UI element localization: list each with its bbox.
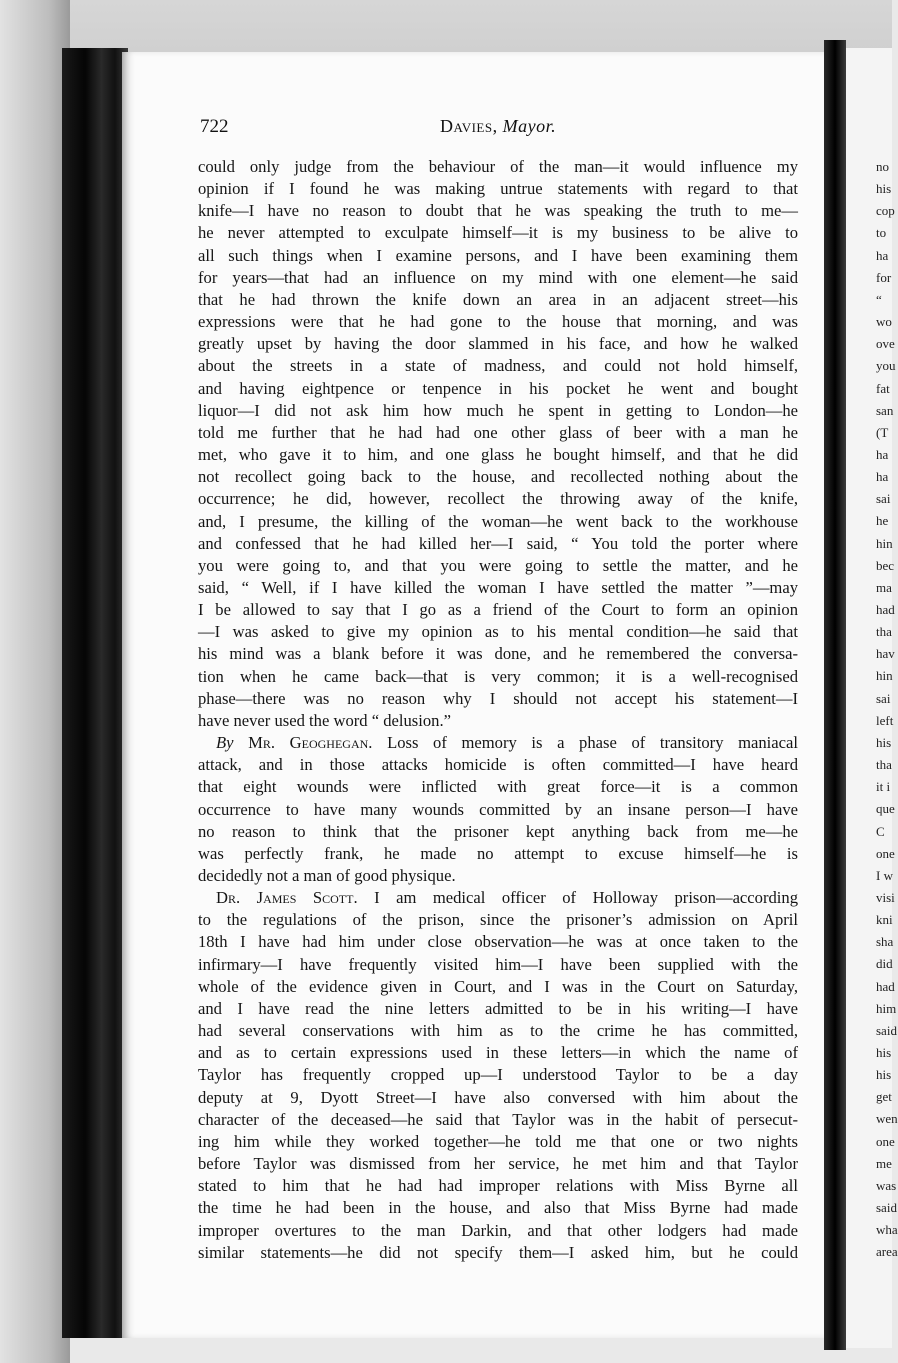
facing-page-fragment: said xyxy=(876,1200,897,1216)
running-head xyxy=(440,116,556,137)
paragraph-opening-line xyxy=(198,887,798,909)
text-line: for years—that had an influence on my mind with one element—he said xyxy=(198,267,798,287)
text-line: deputy at 9, Dyott Street—I have also conversed with him about the xyxy=(198,1087,798,1107)
facing-page-fragment: cop xyxy=(876,203,895,219)
text-line: 18th I have had him under close observation—he was at once taken to the xyxy=(198,932,798,952)
facing-page-fragment: bec xyxy=(876,557,895,573)
facing-page-fragment: sha xyxy=(876,934,894,950)
facing-page-fragment: I w xyxy=(876,867,893,883)
facing-page-fragment: wen xyxy=(876,1111,898,1127)
facing-page-fragment: his xyxy=(876,1045,892,1060)
text-line: greatly upset by having the door slammed in his face, and how he walked xyxy=(198,334,798,354)
facing-page-fragment: had xyxy=(876,978,895,994)
text-line: occurrence to have many wounds committed by an insane person—I have xyxy=(198,799,798,819)
facing-page-fragment: no xyxy=(876,159,889,174)
facing-page-fragment: one xyxy=(876,1133,895,1149)
facing-page-fragment: his xyxy=(876,734,892,750)
text-line: had several conservations with him as to the crime he has committed, xyxy=(198,1021,798,1041)
text-line: I be allowed to say that I go as a friend of the Court to form an opinion xyxy=(198,600,798,620)
page-body xyxy=(198,156,798,1264)
facing-page-fragment: did xyxy=(876,956,893,972)
text-line: and having eightpence or tenpence in his pocket he went and bought xyxy=(198,378,798,398)
text-line: expressions were that he had gone to the house that morning, and was xyxy=(198,312,798,332)
text-line: occurrence; he did, however, recollect the throwing away of the knife, xyxy=(198,489,798,509)
text-line: opinion if I found he was making untrue statements with regard to that xyxy=(198,179,798,199)
facing-page-fragment: sai xyxy=(876,491,891,507)
facing-page-fragment: was xyxy=(876,1177,897,1193)
speaker-name: Dr. James Scott. xyxy=(216,888,358,908)
text-line: infirmary—I have frequently visited him—I have been supplied with the xyxy=(198,954,798,974)
text-line: liquor—I did not ask him how much he spent in getting to London—he xyxy=(198,400,798,420)
facing-page-fragment: ove xyxy=(876,336,895,352)
text-line: his mind was a blank before it was done, and he remembered the conversa- xyxy=(198,644,798,664)
text-line: could only judge from the behaviour of the man—it would influence my xyxy=(198,157,798,176)
facing-page-fragment: hin xyxy=(876,535,893,551)
text-line: about the streets in a state of madness, and could not hold himself, xyxy=(198,356,798,376)
text-line: that eight wounds were inflicted with great force—it is a common xyxy=(198,777,798,797)
running-head-title: Mayor. xyxy=(502,116,557,136)
scan-background-top xyxy=(0,0,892,60)
text-line: not recollect going back to the house, and recollected nothing about the xyxy=(198,467,798,487)
facing-page-fragment: (T xyxy=(876,424,889,440)
text-line: you were going to, and that you were going to settle the matter, and he xyxy=(198,555,798,575)
facing-page-fragment: ha xyxy=(876,446,889,462)
facing-page-fragment: kni xyxy=(876,912,893,928)
facing-page-fragment: him xyxy=(876,1000,897,1016)
facing-page-fragment: left xyxy=(876,712,894,728)
text-line: attack, and in those attacks homicide is often committed—I have heard xyxy=(198,755,798,775)
text-line: the time he had been in the house, and also that Miss Byrne had made xyxy=(198,1198,798,1218)
text-line: all such things when I examine persons, and I have been examining them xyxy=(198,245,798,265)
text-line: that he had thrown the knife down an area in an adjacent street—his xyxy=(198,289,798,309)
text-line: and, I presume, the killing of the woman—he went back to the workhouse xyxy=(198,511,798,531)
text-line: told me further that he had had one other glass of beer with a man he xyxy=(198,422,798,442)
text-line: before Taylor was dismissed from her service, he met him and that Taylor xyxy=(198,1154,798,1174)
facing-page-fragment: hin xyxy=(876,668,893,684)
text-line: whole of the evidence given in Court, and I was in the Court on Saturday, xyxy=(198,976,798,996)
facing-page-fragment: fat xyxy=(876,380,890,396)
facing-page-fragment: que xyxy=(876,801,895,817)
paragraph-opening-line xyxy=(198,732,798,754)
facing-page-fragment: sai xyxy=(876,690,891,706)
running-head-name: Davies, xyxy=(440,116,498,136)
text-line: said, “ Well, if I have killed the woman I have settled the matter ”—may xyxy=(198,577,798,597)
facing-page-fragment: wha xyxy=(876,1222,898,1238)
text-line: knife—I have no reason to doubt that he was speaking the truth to me— xyxy=(198,201,798,221)
speaker-name: Mr. Geoghegan. xyxy=(248,733,373,753)
facing-page-fragment: tha xyxy=(876,624,892,640)
facing-page-fragment: me xyxy=(876,1155,892,1171)
text-line: tion when he came back—that is very common; it is a well-recognised xyxy=(198,666,798,686)
text-line: no reason to think that the prisoner kept anything back from me—he xyxy=(198,821,798,841)
facing-page-fragment: C xyxy=(876,823,885,839)
text-line: character of the deceased—he said that Taylor was in the habit of persecut- xyxy=(198,1109,798,1129)
book-gutter xyxy=(824,40,846,1350)
facing-page-fragment: he xyxy=(876,513,889,529)
text-line: improper overtures to the man Darkin, and that other lodgers had made xyxy=(198,1220,798,1240)
text-line: stated to him that he had had improper relations with Miss Byrne all xyxy=(198,1176,798,1196)
page-header xyxy=(200,116,820,146)
scan-background-left xyxy=(0,0,70,1363)
facing-page-fragment: ma xyxy=(876,579,892,595)
text-line: phase—there was no reason why I should not accept his statement—I xyxy=(198,688,798,708)
facing-page-fragment: “ xyxy=(876,291,882,307)
facing-page-fragment: san xyxy=(876,402,894,418)
facing-page-fragment: wo xyxy=(876,314,892,330)
facing-page-fragment: to xyxy=(876,225,887,241)
text-line: have never used the word “ delusion.” xyxy=(198,710,451,730)
facing-page-fragment: one xyxy=(876,845,895,861)
paragraph-text: I am medical officer of Holloway prison—according xyxy=(374,888,798,908)
facing-page-fragment: for xyxy=(876,269,892,285)
facing-page-fragment: you xyxy=(876,358,896,374)
page-number: 722 xyxy=(200,116,229,137)
paragraph-text: Loss of memory is a phase of transitory maniacal xyxy=(387,733,798,753)
facing-page-edge xyxy=(846,48,898,1348)
byline-prefix: By xyxy=(216,733,234,753)
facing-page-fragment: his xyxy=(876,1067,892,1083)
facing-page-fragment: tha xyxy=(876,757,892,773)
text-line: and as to certain expressions used in these letters—in which the name of xyxy=(198,1043,798,1063)
text-line: met, who gave it to him, and one glass he bought himself, and that he did xyxy=(198,445,798,465)
text-line: to the regulations of the prison, since the prisoner’s admission on April xyxy=(198,910,798,930)
facing-page-fragment: said xyxy=(876,1022,897,1038)
facing-page-fragment: ha xyxy=(876,469,889,485)
text-line: similar statements—he did not specify them—I asked him, but he could xyxy=(198,1242,798,1262)
book-binding-edge xyxy=(62,48,128,1338)
facing-page-fragment: get xyxy=(876,1089,892,1105)
facing-page-fragment: had xyxy=(876,602,895,617)
text-line: Taylor has frequently cropped up—I understood Taylor to be a day xyxy=(198,1065,798,1085)
text-line: —I was asked to give my opinion as to his mental condition—he said that xyxy=(198,622,798,642)
text-line: decidedly not a man of good physique. xyxy=(198,866,456,885)
facing-page-fragment: visi xyxy=(876,889,895,905)
text-line: and confessed that he had killed her—I said, “ You told the porter where xyxy=(198,533,798,553)
text-line: he never attempted to exculpate himself—it is my business to be alive to xyxy=(198,223,798,243)
facing-page-fragment: area xyxy=(876,1244,898,1260)
facing-page-fragment: ha xyxy=(876,247,889,263)
facing-page-fragment: hav xyxy=(876,646,895,662)
facing-page-fragment: his xyxy=(876,181,892,197)
text-line: was perfectly frank, he made no attempt to excuse himself—he is xyxy=(198,843,798,863)
facing-page-fragment: it i xyxy=(876,779,891,795)
text-line: and I have read the nine letters admitted to be in his writing—I have xyxy=(198,998,798,1018)
text-line: ing him while they worked together—he told me that one or two nights xyxy=(198,1131,798,1151)
